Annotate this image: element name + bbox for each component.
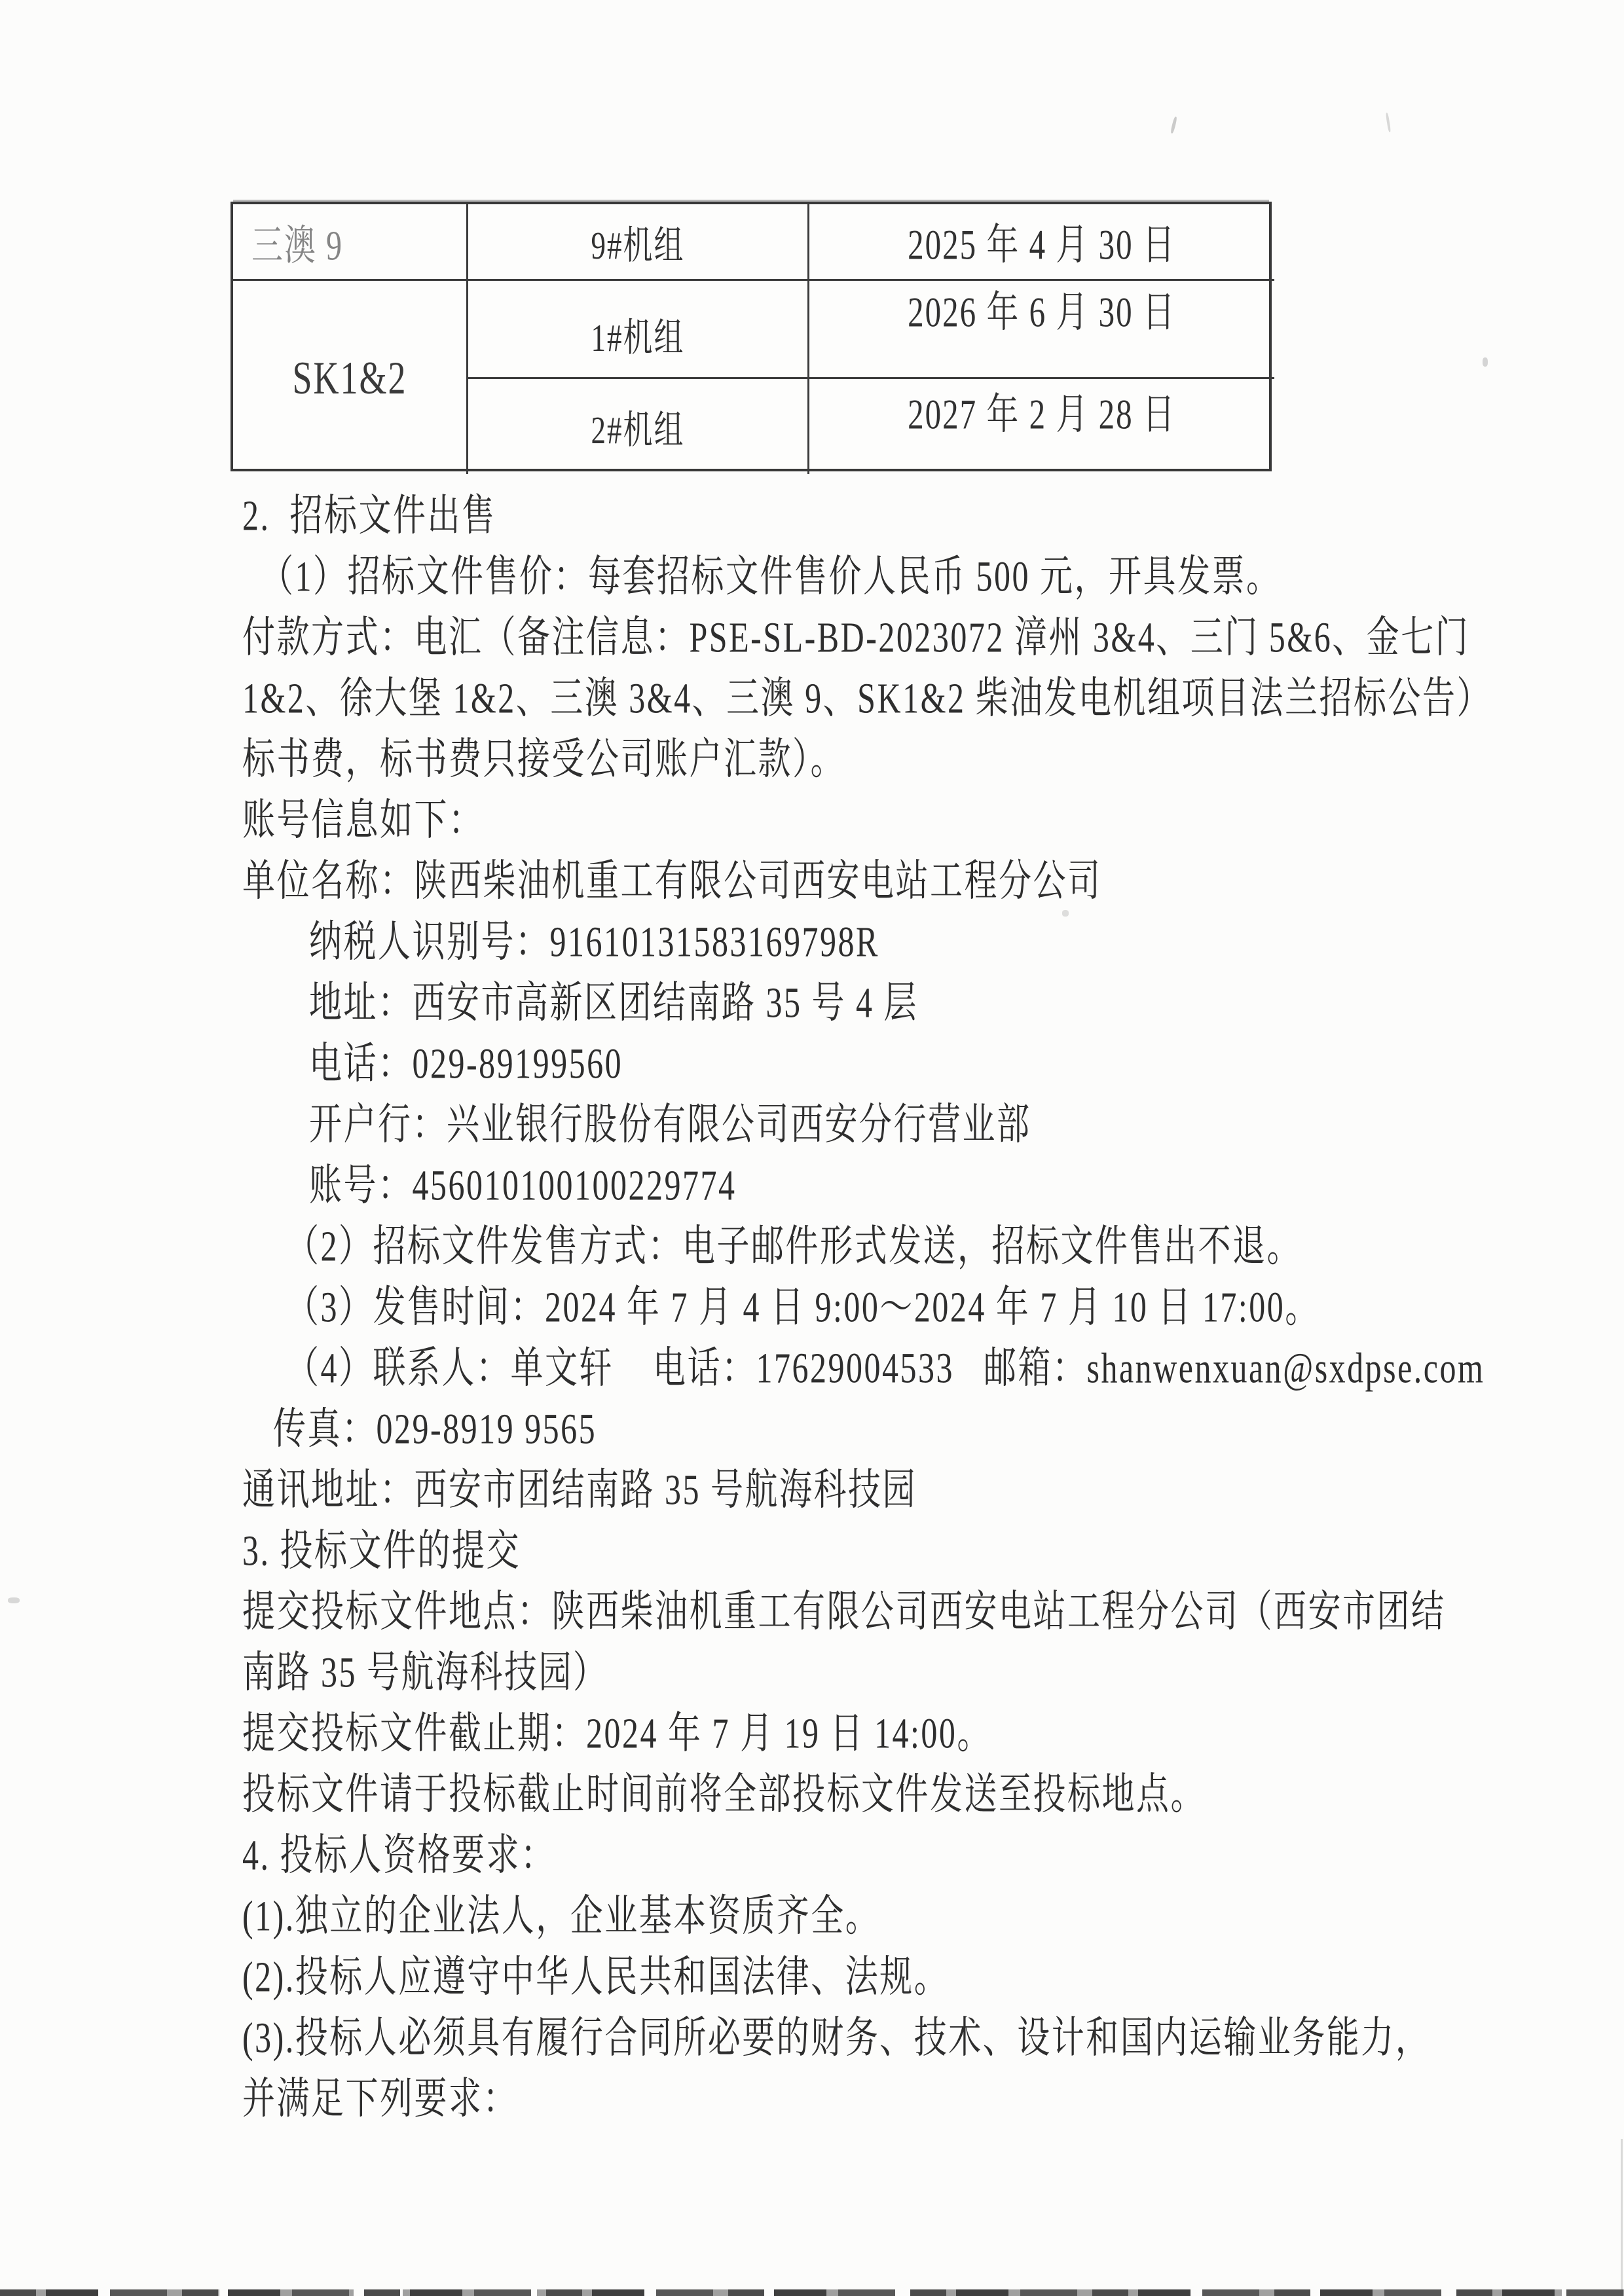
table-cell-unit-9 [468, 204, 809, 281]
heading-bid-submission [242, 1516, 1441, 1577]
line-text: 标书费，标书费只接受公司账户汇款）。 [242, 734, 845, 783]
line-text: 账号：456010100100229774 [309, 1160, 737, 1209]
line-text: （2）招标文件发售方式：电子邮件形式发送，招标文件售出不退。 [286, 1221, 1301, 1270]
line-text: 南路 35 号航海科技园） [242, 1647, 608, 1696]
body-line-phone [242, 1029, 1441, 1090]
cell-text: 2#机组 [591, 409, 685, 452]
body-line [242, 603, 1470, 664]
table-cell-project-sanao9 [233, 204, 468, 281]
line-text: 4. 投标人资格要求： [242, 1830, 555, 1879]
line-text: 提交投标文件截止期：2024 年 7 月 19 日 14:00。 [242, 1708, 991, 1757]
cell-text: 三澳 9 [251, 223, 344, 269]
body-line [242, 1760, 1441, 1821]
scan-edge-line [1621, 2139, 1623, 2296]
table-cell-unit-2 [468, 379, 809, 474]
body-line-mailing-address [242, 1455, 1441, 1516]
line-text: (3).投标人必须具有履行合同所必要的财务、技术、设计和国内运输业务能力， [242, 2013, 1430, 2062]
line-text: 单位名称：陕西柴油机重工有限公司西安电站工程分公司 [242, 856, 1102, 905]
body-line-bank [242, 1090, 1441, 1151]
body-line-address [242, 968, 1441, 1029]
line-text: 通讯地址：西安市团结南路 35 号航海科技园 [242, 1465, 917, 1514]
line-text: 2. 招标文件出售 [242, 490, 496, 539]
unit-delivery-schedule-table [231, 202, 1272, 471]
scan-artifact [8, 1597, 20, 1603]
line-text: 地址：西安市高新区团结南路 35 号 4 层 [309, 977, 918, 1027]
line-text: 1&2、徐大堡 1&2、三澳 3&4、三澳 9、SK1&2 柴油发电机组项目法兰招标公告） [242, 673, 1491, 722]
line-text: 纳税人识别号：91610131583169798R [309, 917, 879, 966]
table-cell-unit-1 [468, 281, 809, 379]
document-body [242, 481, 1491, 2125]
table-cell-date-2026 [809, 281, 1274, 379]
line-text: （4）联系人：单文轩 电话：17629004533 邮箱：shanwenxuan@sxdpse.com [286, 1343, 1485, 1392]
cell-text: SK1&2 [292, 351, 407, 404]
table-cell-date-2027 [809, 379, 1274, 474]
body-line-company-name [242, 847, 1441, 907]
cell-text: 2027 年 2 月 28 日 [908, 390, 1176, 438]
body-line [242, 1638, 1441, 1699]
body-line [242, 2064, 1441, 2125]
heading-sale-of-bidding-documents [242, 481, 1441, 542]
body-line [242, 786, 1441, 847]
body-line [242, 1942, 1441, 2003]
body-line-tax-id [242, 907, 1441, 968]
body-line [242, 1882, 1441, 1942]
cell-text: 1#机组 [591, 316, 685, 360]
line-text: 付款方式：电汇（备注信息：PSE-SL-BD-2023072 漳州 3&4、三门 5&6、金七门 [242, 612, 1470, 661]
scan-artifact [1170, 117, 1177, 134]
cell-text: 9#机组 [591, 223, 685, 267]
scan-artifact [1386, 113, 1392, 132]
body-line-account-number [242, 1151, 1441, 1212]
table-cell-project-sk12 [233, 281, 468, 474]
scan-bottom-artifact [0, 2289, 1624, 2296]
table-cell-date-2025 [809, 204, 1274, 281]
body-line-contact [242, 1334, 1485, 1394]
line-text: 提交投标文件地点：陕西柴油机重工有限公司西安电站工程分公司（西安市团结 [242, 1586, 1446, 1635]
line-text: 开户行：兴业银行股份有限公司西安分行营业部 [309, 1099, 1031, 1148]
scan-artifact [1062, 910, 1069, 917]
line-text: (2).投标人应遵守中华人民共和国法律、法规。 [242, 1952, 949, 2001]
line-text: 电话：029-89199560 [309, 1038, 623, 1087]
line-text: （3）发售时间：2024 年 7 月 4 日 9:00～2024 年 7 月 10 日 17:00。 [286, 1282, 1320, 1331]
line-text: 并满足下列要求： [242, 2073, 517, 2123]
line-text: (1).独立的企业法人，企业基本资质齐全。 [242, 1891, 880, 1940]
line-text: （1）招标文件售价：每套招标文件售价人民币 500 元，开具发票。 [261, 551, 1281, 600]
cell-text: 2025 年 4 月 30 日 [908, 221, 1176, 268]
body-line [242, 1577, 1446, 1638]
line-text: 传真：029-8919 9565 [273, 1404, 597, 1453]
line-text: 账号信息如下： [242, 795, 483, 844]
cell-text: 2026 年 6 月 30 日 [908, 287, 1176, 336]
body-line-deadline [242, 1699, 1441, 1760]
body-line [242, 664, 1491, 725]
line-text: 3. 投标文件的提交 [242, 1525, 521, 1575]
body-line [242, 542, 1441, 603]
heading-bidder-qualifications [242, 1821, 1441, 1882]
body-line-fax [242, 1394, 1441, 1455]
line-text: 投标文件请于投标截止时间前将全部投标文件发送至投标地点。 [242, 1769, 1205, 1818]
body-line [242, 2003, 1441, 2064]
scan-artifact [1483, 357, 1488, 367]
body-line [242, 725, 1441, 786]
body-line [242, 1212, 1441, 1273]
body-line-sale-time [242, 1273, 1441, 1334]
